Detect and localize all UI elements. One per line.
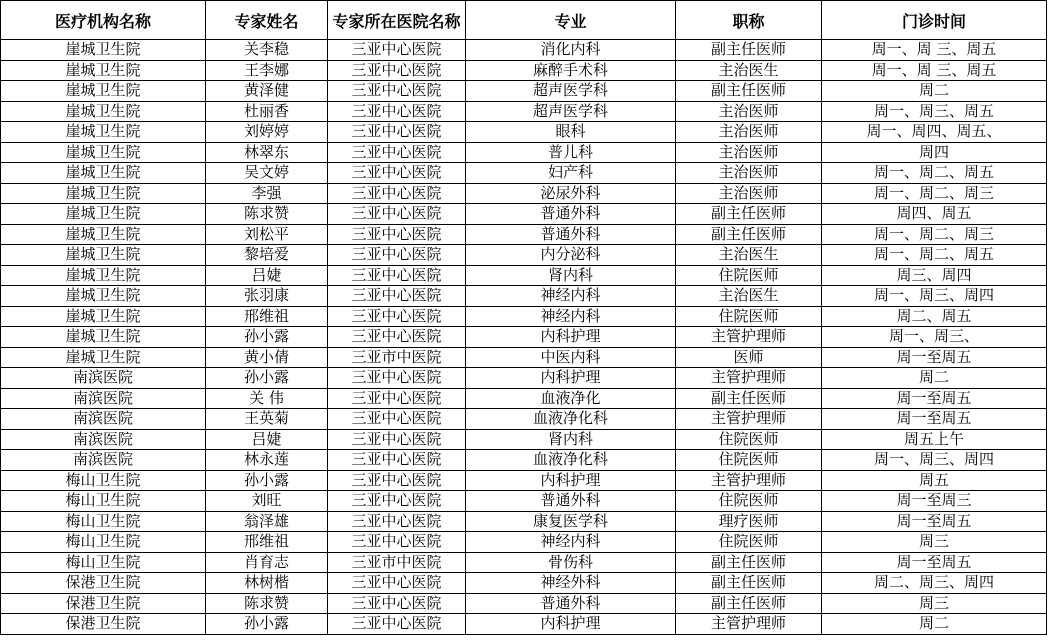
title-cell: 主治医师 — [676, 163, 822, 184]
table-row — [1, 306, 1047, 327]
table-row — [1, 163, 1047, 184]
expert-name-cell: 黄小倩 — [206, 347, 328, 368]
institution-cell: 梅山卫生院 — [1, 511, 206, 532]
institution-cell: 南滨医院 — [1, 388, 206, 409]
expert-name-cell: 王李娜 — [206, 60, 328, 81]
clinic-time-cell: 周一至周五 — [822, 347, 1047, 368]
title-cell: 主管护理师 — [676, 470, 822, 491]
expert-hospital-cell: 三亚中心医院 — [328, 101, 466, 122]
table-row — [1, 347, 1047, 368]
expert-name-cell: 林树楷 — [206, 573, 328, 594]
clinic-time-cell: 周一、周二、周三 — [822, 224, 1047, 245]
clinic-time-cell: 周四、周五 — [822, 204, 1047, 225]
expert-name-cell: 肖育志 — [206, 552, 328, 573]
expert-hospital-cell: 三亚中心医院 — [328, 122, 466, 143]
institution-cell: 南滨医院 — [1, 429, 206, 450]
table-row — [1, 81, 1047, 102]
expert-name-cell: 林翠东 — [206, 142, 328, 163]
table-row — [1, 368, 1047, 389]
title-cell: 主管护理师 — [676, 327, 822, 348]
table-row — [1, 511, 1047, 532]
specialty-cell: 普通外科 — [466, 224, 676, 245]
expert-hospital-cell: 三亚市中医院 — [328, 552, 466, 573]
expert-name-cell: 黄泽健 — [206, 81, 328, 102]
specialty-cell: 血液净化科 — [466, 409, 676, 430]
clinic-time-cell: 周一至周五 — [822, 409, 1047, 430]
institution-cell: 保港卫生院 — [1, 614, 206, 635]
title-cell: 主管护理师 — [676, 368, 822, 389]
specialty-cell: 神经外科 — [466, 573, 676, 594]
expert-name-cell: 孙小露 — [206, 368, 328, 389]
expert-hospital-cell: 三亚中心医院 — [328, 593, 466, 614]
table-row — [1, 122, 1047, 143]
table-row — [1, 224, 1047, 245]
specialty-cell: 肾内科 — [466, 265, 676, 286]
specialty-cell: 超声医学科 — [466, 101, 676, 122]
title-cell: 主管护理师 — [676, 409, 822, 430]
table-row — [1, 286, 1047, 307]
expert-hospital-cell: 三亚中心医院 — [328, 183, 466, 204]
expert-hospital-cell: 三亚中心医院 — [328, 60, 466, 81]
expert-hospital-cell: 三亚中心医院 — [328, 286, 466, 307]
specialty-cell: 眼科 — [466, 122, 676, 143]
table-row — [1, 614, 1047, 635]
expert-hospital-cell: 三亚中心医院 — [328, 265, 466, 286]
title-cell: 副主任医师 — [676, 81, 822, 102]
title-cell: 医师 — [676, 347, 822, 368]
expert-hospital-cell: 三亚中心医院 — [328, 81, 466, 102]
table-row — [1, 40, 1047, 61]
expert-name-cell: 刘旺 — [206, 491, 328, 512]
specialty-cell: 普儿科 — [466, 142, 676, 163]
expert-hospital-cell: 三亚中心医院 — [328, 450, 466, 471]
institution-cell: 崖城卫生院 — [1, 40, 206, 61]
expert-hospital-cell: 三亚中心医院 — [328, 388, 466, 409]
expert-name-cell: 李强 — [206, 183, 328, 204]
institution-cell: 崖城卫生院 — [1, 245, 206, 266]
expert-name-cell: 邢维祖 — [206, 532, 328, 553]
specialty-cell: 超声医学科 — [466, 81, 676, 102]
specialty-cell: 康复医学科 — [466, 511, 676, 532]
clinic-time-cell: 周二 — [822, 81, 1047, 102]
expert-hospital-cell: 三亚中心医院 — [328, 470, 466, 491]
institution-cell: 崖城卫生院 — [1, 265, 206, 286]
clinic-time-cell: 周一、周 三、周五 — [822, 60, 1047, 81]
specialty-cell: 消化内科 — [466, 40, 676, 61]
header-clinic-time: 门诊时间 — [822, 1, 1047, 40]
clinic-time-cell: 周一、周三、周四 — [822, 286, 1047, 307]
clinic-time-cell: 周一、周三、周四 — [822, 450, 1047, 471]
expert-name-cell: 刘松平 — [206, 224, 328, 245]
clinic-time-cell: 周一至周五 — [822, 511, 1047, 532]
title-cell: 副主任医师 — [676, 204, 822, 225]
table-row — [1, 491, 1047, 512]
institution-cell: 南滨医院 — [1, 450, 206, 471]
institution-cell: 梅山卫生院 — [1, 491, 206, 512]
table-row — [1, 409, 1047, 430]
clinic-time-cell: 周一、周 三、周五 — [822, 40, 1047, 61]
specialty-cell: 麻醉手术科 — [466, 60, 676, 81]
institution-cell: 崖城卫生院 — [1, 306, 206, 327]
table-row — [1, 204, 1047, 225]
title-cell: 住院医师 — [676, 532, 822, 553]
expert-name-cell: 吕婕 — [206, 429, 328, 450]
table-row — [1, 593, 1047, 614]
expert-name-cell: 陈求赞 — [206, 593, 328, 614]
institution-cell: 崖城卫生院 — [1, 142, 206, 163]
specialty-cell: 血液净化 — [466, 388, 676, 409]
specialty-cell: 血液净化科 — [466, 450, 676, 471]
title-cell: 主治医师 — [676, 183, 822, 204]
expert-hospital-cell: 三亚中心医院 — [328, 204, 466, 225]
expert-name-cell: 王英菊 — [206, 409, 328, 430]
expert-hospital-cell: 三亚中心医院 — [328, 532, 466, 553]
clinic-time-cell: 周一至周三 — [822, 491, 1047, 512]
expert-name-cell: 吕婕 — [206, 265, 328, 286]
table-row — [1, 101, 1047, 122]
table-row — [1, 245, 1047, 266]
expert-hospital-cell: 三亚中心医院 — [328, 511, 466, 532]
clinic-time-cell: 周一、周四、周五、 — [822, 122, 1047, 143]
institution-cell: 崖城卫生院 — [1, 101, 206, 122]
clinic-time-cell: 周三 — [822, 532, 1047, 553]
expert-name-cell: 孙小露 — [206, 614, 328, 635]
clinic-time-cell: 周一至周五 — [822, 552, 1047, 573]
expert-name-cell: 杜丽香 — [206, 101, 328, 122]
title-cell: 住院医师 — [676, 306, 822, 327]
institution-cell: 保港卫生院 — [1, 573, 206, 594]
title-cell: 副主任医师 — [676, 224, 822, 245]
expert-name-cell: 孙小露 — [206, 470, 328, 491]
title-cell: 主治医师 — [676, 142, 822, 163]
institution-cell: 崖城卫生院 — [1, 81, 206, 102]
specialty-cell: 内科护理 — [466, 327, 676, 348]
title-cell: 副主任医师 — [676, 573, 822, 594]
institution-cell: 南滨医院 — [1, 368, 206, 389]
expert-hospital-cell: 三亚中心医院 — [328, 614, 466, 635]
institution-cell: 崖城卫生院 — [1, 327, 206, 348]
specialty-cell: 肾内科 — [466, 429, 676, 450]
expert-name-cell: 林永莲 — [206, 450, 328, 471]
clinic-time-cell: 周一、周二、周五 — [822, 163, 1047, 184]
expert-name-cell: 陈求赞 — [206, 204, 328, 225]
clinic-time-cell: 周一至周五 — [822, 388, 1047, 409]
expert-hospital-cell: 三亚中心医院 — [328, 40, 466, 61]
specialty-cell: 泌尿外科 — [466, 183, 676, 204]
expert-hospital-cell: 三亚中心医院 — [328, 491, 466, 512]
title-cell: 主治医生 — [676, 245, 822, 266]
expert-name-cell: 翁泽雄 — [206, 511, 328, 532]
expert-hospital-cell: 三亚中心医院 — [328, 573, 466, 594]
table-row — [1, 573, 1047, 594]
title-cell: 住院医师 — [676, 429, 822, 450]
expert-name-cell: 孙小露 — [206, 327, 328, 348]
expert-name-cell: 关李稳 — [206, 40, 328, 61]
clinic-time-cell: 周一、周二、周五 — [822, 245, 1047, 266]
table-row — [1, 552, 1047, 573]
institution-cell: 崖城卫生院 — [1, 60, 206, 81]
title-cell: 主管护理师 — [676, 614, 822, 635]
clinic-time-cell: 周一、周二、周三 — [822, 183, 1047, 204]
title-cell: 住院医师 — [676, 450, 822, 471]
specialty-cell: 内科护理 — [466, 470, 676, 491]
expert-hospital-cell: 三亚市中医院 — [328, 347, 466, 368]
specialty-cell: 内分泌科 — [466, 245, 676, 266]
expert-hospital-cell: 三亚中心医院 — [328, 368, 466, 389]
clinic-time-cell: 周五上午 — [822, 429, 1047, 450]
institution-cell: 崖城卫生院 — [1, 163, 206, 184]
clinic-time-cell: 周一、周三、周五 — [822, 101, 1047, 122]
expert-hospital-cell: 三亚中心医院 — [328, 224, 466, 245]
clinic-time-cell: 周五 — [822, 470, 1047, 491]
expert-hospital-cell: 三亚中心医院 — [328, 142, 466, 163]
institution-cell: 崖城卫生院 — [1, 122, 206, 143]
expert-hospital-cell: 三亚中心医院 — [328, 163, 466, 184]
expert-name-cell: 张羽康 — [206, 286, 328, 307]
expert-hospital-cell: 三亚中心医院 — [328, 306, 466, 327]
clinic-time-cell: 周四 — [822, 142, 1047, 163]
title-cell: 住院医师 — [676, 265, 822, 286]
specialty-cell: 普通外科 — [466, 593, 676, 614]
expert-hospital-cell: 三亚中心医院 — [328, 245, 466, 266]
header-expert-name: 专家姓名 — [206, 1, 328, 40]
table-body — [1, 40, 1047, 635]
institution-cell: 崖城卫生院 — [1, 204, 206, 225]
table-row — [1, 60, 1047, 81]
institution-cell: 梅山卫生院 — [1, 470, 206, 491]
expert-hospital-cell: 三亚中心医院 — [328, 327, 466, 348]
title-cell: 主治医生 — [676, 286, 822, 307]
specialty-cell: 内科护理 — [466, 614, 676, 635]
table-row — [1, 470, 1047, 491]
institution-cell: 崖城卫生院 — [1, 347, 206, 368]
clinic-time-cell: 周二、周五 — [822, 306, 1047, 327]
table-row — [1, 327, 1047, 348]
clinic-time-cell: 周三、周四 — [822, 265, 1047, 286]
expert-hospital-cell: 三亚中心医院 — [328, 429, 466, 450]
header-institution: 医疗机构名称 — [1, 1, 206, 40]
expert-name-cell: 吴文婷 — [206, 163, 328, 184]
institution-cell: 梅山卫生院 — [1, 552, 206, 573]
title-cell: 副主任医师 — [676, 40, 822, 61]
table-row — [1, 450, 1047, 471]
header-expert-hospital: 专家所在医院名称 — [328, 1, 466, 40]
expert-name-cell: 邢维祖 — [206, 306, 328, 327]
title-cell: 住院医师 — [676, 491, 822, 512]
institution-cell: 南滨医院 — [1, 409, 206, 430]
clinic-time-cell: 周一、周三、 — [822, 327, 1047, 348]
title-cell: 副主任医师 — [676, 388, 822, 409]
expert-hospital-cell: 三亚中心医院 — [328, 409, 466, 430]
title-cell: 主治医师 — [676, 122, 822, 143]
expert-name-cell: 刘婷婷 — [206, 122, 328, 143]
specialty-cell: 神经内科 — [466, 286, 676, 307]
specialty-cell: 骨伤科 — [466, 552, 676, 573]
title-cell: 副主任医师 — [676, 593, 822, 614]
institution-cell: 梅山卫生院 — [1, 532, 206, 553]
specialty-cell: 中医内科 — [466, 347, 676, 368]
specialty-cell: 神经内科 — [466, 532, 676, 553]
institution-cell: 崖城卫生院 — [1, 183, 206, 204]
clinic-time-cell: 周二 — [822, 368, 1047, 389]
title-cell: 主治医师 — [676, 101, 822, 122]
table-row — [1, 142, 1047, 163]
table-header-row — [1, 1, 1047, 40]
specialty-cell: 妇产科 — [466, 163, 676, 184]
header-title: 职称 — [676, 1, 822, 40]
institution-cell: 崖城卫生院 — [1, 224, 206, 245]
institution-cell: 崖城卫生院 — [1, 286, 206, 307]
specialty-cell: 神经内科 — [466, 306, 676, 327]
title-cell: 主治医生 — [676, 60, 822, 81]
specialty-cell: 内科护理 — [466, 368, 676, 389]
expert-name-cell: 关 伟 — [206, 388, 328, 409]
expert-name-cell: 黎培爱 — [206, 245, 328, 266]
clinic-time-cell: 周二、周三、周四 — [822, 573, 1047, 594]
table-row — [1, 265, 1047, 286]
clinic-time-cell: 周二 — [822, 614, 1047, 635]
clinic-time-cell: 周三 — [822, 593, 1047, 614]
table-row — [1, 532, 1047, 553]
title-cell: 副主任医师 — [676, 552, 822, 573]
table-row — [1, 429, 1047, 450]
institution-cell: 保港卫生院 — [1, 593, 206, 614]
table-row — [1, 388, 1047, 409]
header-specialty: 专业 — [466, 1, 676, 40]
specialty-cell: 普通外科 — [466, 204, 676, 225]
title-cell: 理疗医师 — [676, 511, 822, 532]
table-row — [1, 183, 1047, 204]
specialty-cell: 普通外科 — [466, 491, 676, 512]
